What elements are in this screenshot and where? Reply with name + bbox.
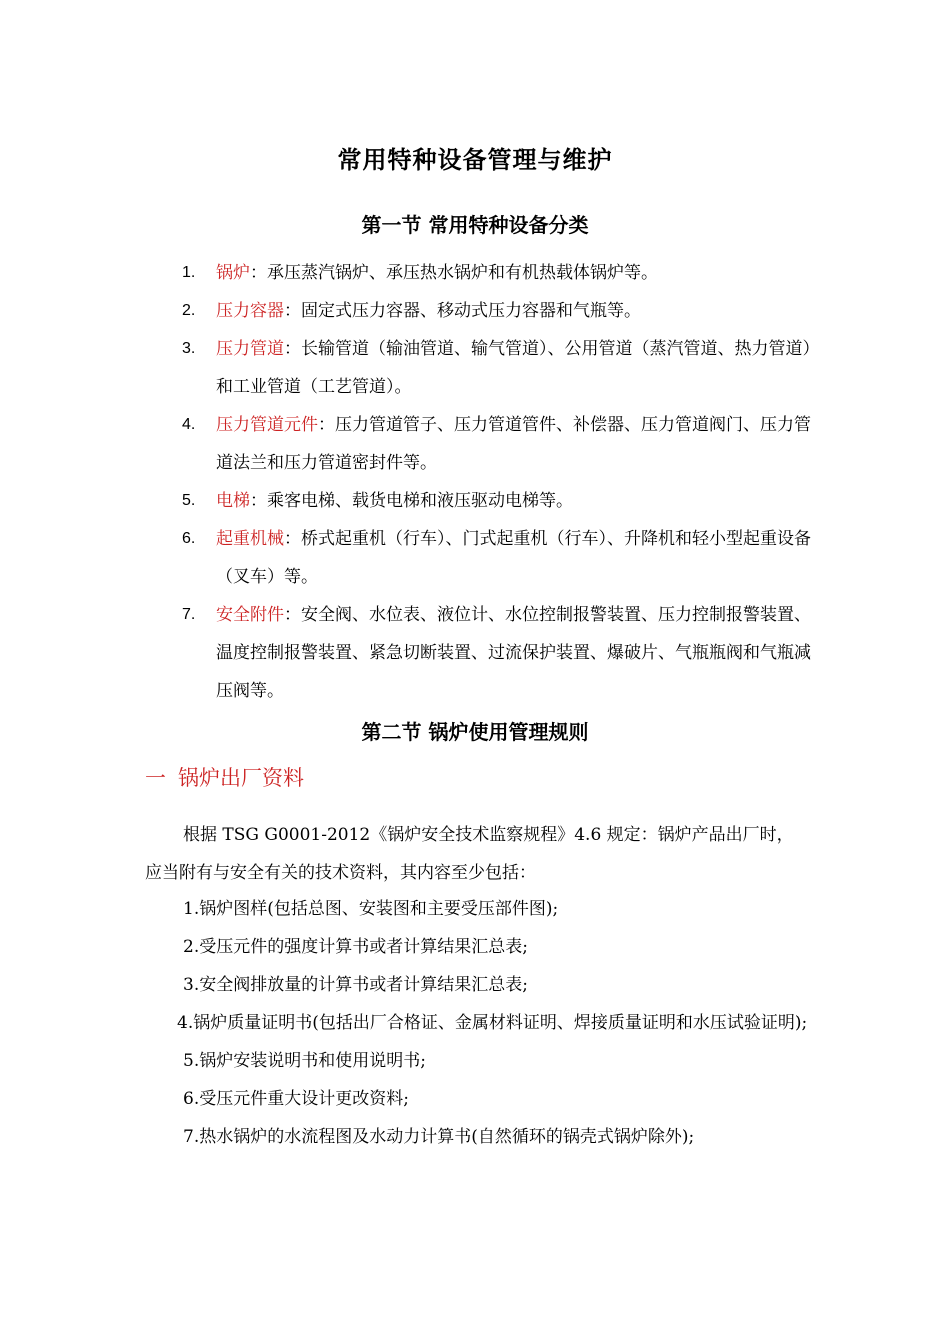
page-title: 常用特种设备管理与维护: [337, 145, 613, 174]
item-number: 1.: [182, 264, 196, 281]
item-term: 电梯: [216, 491, 250, 511]
item-number: 3.: [182, 340, 196, 357]
list-item: 6. 起重机械：桥式起重机（行车）、门式起重机（行车）、升降机和轻小型起重设备（叉车）等。: [0, 520, 950, 596]
item-term: 压力管道元件: [216, 415, 318, 435]
item-text: 固定式压力容器、移动式压力容器和气瓶等。: [301, 301, 641, 321]
item-number: 5.: [182, 492, 196, 509]
list-item: 6.受压元件重大设计更改资料;: [183, 1089, 409, 1109]
list-item: 7.热水锅炉的水流程图及水动力计算书(自然循环的锅壳式锅炉除外);: [183, 1127, 695, 1147]
list-item: 5. 电梯：乘客电梯、载货电梯和液压驱动电梯等。: [0, 482, 950, 520]
item-text: 桥式起重机（行车）、门式起重机（行车）、升降机和轻小型起重设备（叉车）等。: [216, 529, 811, 587]
list-item: 2. 压力容器：固定式压力容器、移动式压力容器和气瓶等。: [0, 292, 950, 330]
item-number: 7.: [182, 606, 196, 623]
list-item: 3. 压力管道：长输管道（输油管道、输气管道）、公用管道（蒸汽管道、热力管道）和工业管道（工艺管道）。: [0, 330, 950, 406]
list-item: 1. 锅炉：承压蒸汽锅炉、承压热水锅炉和有机热载体锅炉等。: [0, 254, 950, 292]
item-text: 承压蒸汽锅炉、承压热水锅炉和有机热载体锅炉等。: [267, 263, 658, 283]
equipment-category-list: [0, 254, 950, 710]
subheading-number: 一: [145, 766, 166, 790]
item-term: 锅炉: [216, 263, 250, 283]
list-item: 3.安全阀排放量的计算书或者计算结果汇总表;: [183, 975, 528, 995]
item-text: 乘客电梯、载货电梯和液压驱动电梯等。: [267, 491, 573, 511]
item-term: 起重机械: [216, 529, 284, 549]
list-item: 5.锅炉安装说明书和使用说明书;: [183, 1051, 426, 1071]
item-term: 压力容器: [216, 301, 284, 321]
subheading-text: 锅炉出厂资料: [178, 766, 304, 790]
item-text: 压力管道管子、压力管道管件、补偿器、压力管道阀门、压力管道法兰和压力管道密封件等。: [216, 415, 811, 473]
item-term: 安全附件: [216, 605, 284, 625]
subheading: [145, 762, 304, 792]
required-documents-list: [145, 890, 810, 1156]
item-text: 安全阀、水位表、液位计、水位控制报警装置、压力控制报警装置、温度控制报警装置、紧急切断装置、过流保护装置、爆破片、气瓶瓶阀和气瓶减压阀等。: [216, 605, 811, 701]
item-number: 4.: [182, 416, 196, 433]
item-term: 压力管道: [216, 339, 284, 359]
list-item: 2.受压元件的强度计算书或者计算结果汇总表;: [183, 937, 528, 957]
list-item: 4. 压力管道元件：压力管道管子、压力管道管件、补偿器、压力管道阀门、压力管道法兰和压力管道密封件等。: [0, 406, 950, 482]
item-number: 2.: [182, 302, 196, 319]
item-text: 长输管道（输油管道、输气管道）、公用管道（蒸汽管道、热力管道）和工业管道（工艺管道）。: [216, 339, 811, 397]
section-heading-2: 第二节 锅炉使用管理规则: [361, 720, 589, 744]
item-number: 6.: [182, 530, 196, 547]
list-item: 1.锅炉图样(包括总图、安装图和主要受压部件图);: [183, 899, 559, 919]
list-item: 7. 安全附件：安全阀、水位表、液位计、水位控制报警装置、压力控制报警装置、温度控制报警装置、紧急切断装置、过流保护装置、爆破片、气瓶瓶阀和气瓶减压阀等。: [0, 596, 950, 710]
body-paragraph: 根据 TSG G0001-2012《锅炉安全技术监察规程》4.6 规定：锅炉产品出厂时，应当附有与安全有关的技术资料，其内容至少包括：: [145, 825, 794, 883]
list-item: 4.锅炉质量证明书(包括出厂合格证、金属材料证明、焊接质量证明和水压试验证明);: [177, 1013, 808, 1033]
section-heading-1: 第一节 常用特种设备分类: [361, 213, 589, 237]
